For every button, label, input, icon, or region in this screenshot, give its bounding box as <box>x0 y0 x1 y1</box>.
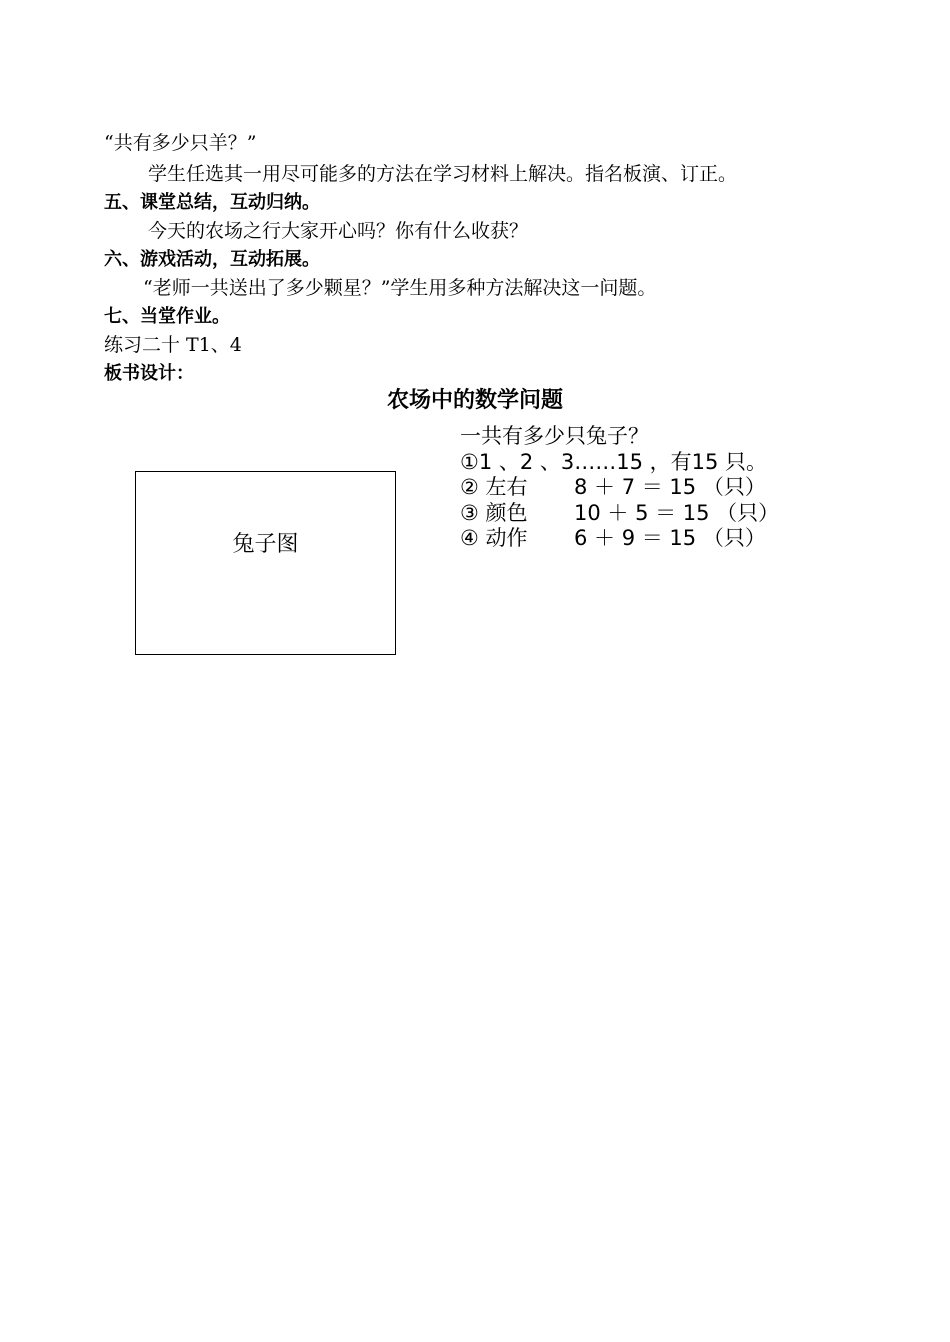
method-label: ④ 动作 <box>460 526 528 550</box>
student-solve-text: 学生任选其一用尽可能多的方法在学习材料上解决。指名板演、订正。 <box>148 163 738 185</box>
section-seven-heading: 七、当堂作业。 <box>104 306 230 327</box>
star-question-text: “老师一共送出了多少颗星？”学生用多种方法解决这一问题。 <box>143 277 657 299</box>
method-left-right <box>460 475 779 501</box>
section-six-heading: 六、游戏活动，互动拓展。 <box>104 249 320 270</box>
method-expression: 6 ＋ 9 ＝ 15 （只） <box>574 526 766 550</box>
method-label: ③ 颜色 <box>460 500 528 525</box>
board-methods <box>460 424 779 552</box>
section-five-heading: 五、课堂总结，互动归纳。 <box>104 192 320 213</box>
quote-sheep-question: “共有多少只羊？” <box>104 132 257 154</box>
rabbit-image-label: 兔子图 <box>232 532 299 557</box>
method-action <box>460 526 779 552</box>
rabbit-question: 一共有多少只兔子？ <box>460 424 649 448</box>
method-label: ② 左右 <box>460 475 528 499</box>
method-expression: 8 ＋ 7 ＝ 15 （只） <box>574 475 766 499</box>
board-design-heading: 板书设计： <box>104 363 194 384</box>
method-expression: 10 ＋ 5 ＝ 15 （只） <box>574 500 780 525</box>
board-title: 农场中的数学问题 <box>386 388 563 413</box>
homework-text: 练习二十 T1、4 <box>104 334 242 356</box>
method-counting: ①1 、2 、3……15 ，有15 只。 <box>460 449 768 474</box>
method-color <box>460 501 779 527</box>
summary-question-text: 今天的农场之行大家开心吗？你有什么收获？ <box>148 220 529 242</box>
rabbit-image-placeholder <box>135 471 396 655</box>
